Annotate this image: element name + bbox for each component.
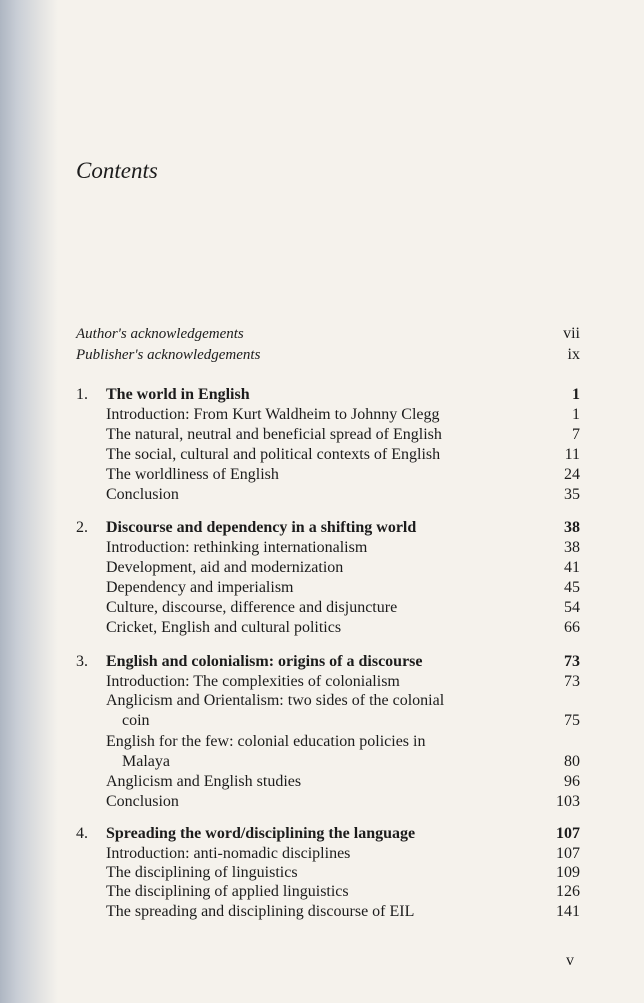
section-title: Conclusion <box>106 486 179 503</box>
section-title: Introduction: rethinking internationalism <box>106 539 368 556</box>
toc-page-number: 38 <box>564 519 580 536</box>
toc-page-number: 80 <box>564 753 580 770</box>
toc-page-number: 109 <box>556 864 580 881</box>
section-title-continuation: Malaya <box>122 753 170 770</box>
toc-page-number: 24 <box>564 466 580 483</box>
chapter-title: English and colonialism: origins of a discourse <box>106 653 423 670</box>
section-title: Introduction: From Kurt Waldheim to Johnny Clegg <box>106 406 440 423</box>
section-title: English for the few: colonial education policies in <box>106 733 426 750</box>
section-title: The natural, neutral and beneficial spread of English <box>106 426 442 443</box>
section-title: Culture, discourse, difference and disjuncture <box>106 599 398 616</box>
toc-page-number: 35 <box>564 486 580 503</box>
chapter-number: 4. <box>76 825 88 842</box>
toc-page-number: 38 <box>564 539 580 556</box>
toc-front-label: Publisher's acknowledgements <box>76 347 261 363</box>
toc-page-number: 96 <box>564 773 580 790</box>
section-title: The disciplining of applied linguistics <box>106 883 349 900</box>
page-title: Contents <box>76 158 158 183</box>
toc-page-number: 73 <box>564 653 580 670</box>
chapter-number: 1. <box>76 386 88 403</box>
toc-page-number: vii <box>563 325 580 342</box>
toc-page-number: 66 <box>564 619 580 636</box>
toc-page-number: 1 <box>572 406 580 423</box>
section-title: Dependency and imperialism <box>106 579 294 596</box>
toc-page-number: 11 <box>564 446 580 463</box>
toc-page-number: 41 <box>564 559 580 576</box>
chapter-number: 3. <box>76 653 88 670</box>
book-spine-shadow <box>0 0 58 1003</box>
section-title-continuation: coin <box>122 712 150 729</box>
toc-page-number: 73 <box>564 673 580 690</box>
section-title: Introduction: The complexities of colonialism <box>106 673 400 690</box>
toc-page-number: 107 <box>556 845 580 862</box>
toc-front-label: Author's acknowledgements <box>76 326 244 342</box>
section-title: Conclusion <box>106 793 179 810</box>
section-title: Anglicism and Orientalism: two sides of the colonial <box>106 692 445 709</box>
toc-page-number: 141 <box>556 903 580 920</box>
toc-page-number: 103 <box>556 793 580 810</box>
chapter-title: Discourse and dependency in a shifting world <box>106 519 417 536</box>
chapter-title: Spreading the word/disciplining the language <box>106 825 416 842</box>
toc-page-number: 107 <box>556 825 580 842</box>
toc-page-number: 75 <box>564 712 580 729</box>
toc-page-number: 1 <box>572 386 580 403</box>
toc-page-number: 54 <box>564 599 580 616</box>
toc-page-number: 45 <box>564 579 580 596</box>
toc-page-number: 7 <box>572 426 580 443</box>
section-title: Development, aid and modernization <box>106 559 344 576</box>
section-title: The disciplining of linguistics <box>106 864 298 881</box>
chapter-title: The world in English <box>106 386 250 403</box>
page-folio-number: v <box>566 952 574 969</box>
toc-page-number: ix <box>567 346 580 363</box>
section-title: Introduction: anti-nomadic disciplines <box>106 845 351 862</box>
section-title: Cricket, English and cultural politics <box>106 619 342 636</box>
toc-page-number: 126 <box>556 883 580 900</box>
section-title: Anglicism and English studies <box>106 773 302 790</box>
section-title: The social, cultural and political contexts of English <box>106 446 441 463</box>
section-title: The spreading and disciplining discourse of EIL <box>106 903 415 920</box>
section-title: The worldliness of English <box>106 466 279 483</box>
chapter-number: 2. <box>76 519 88 536</box>
